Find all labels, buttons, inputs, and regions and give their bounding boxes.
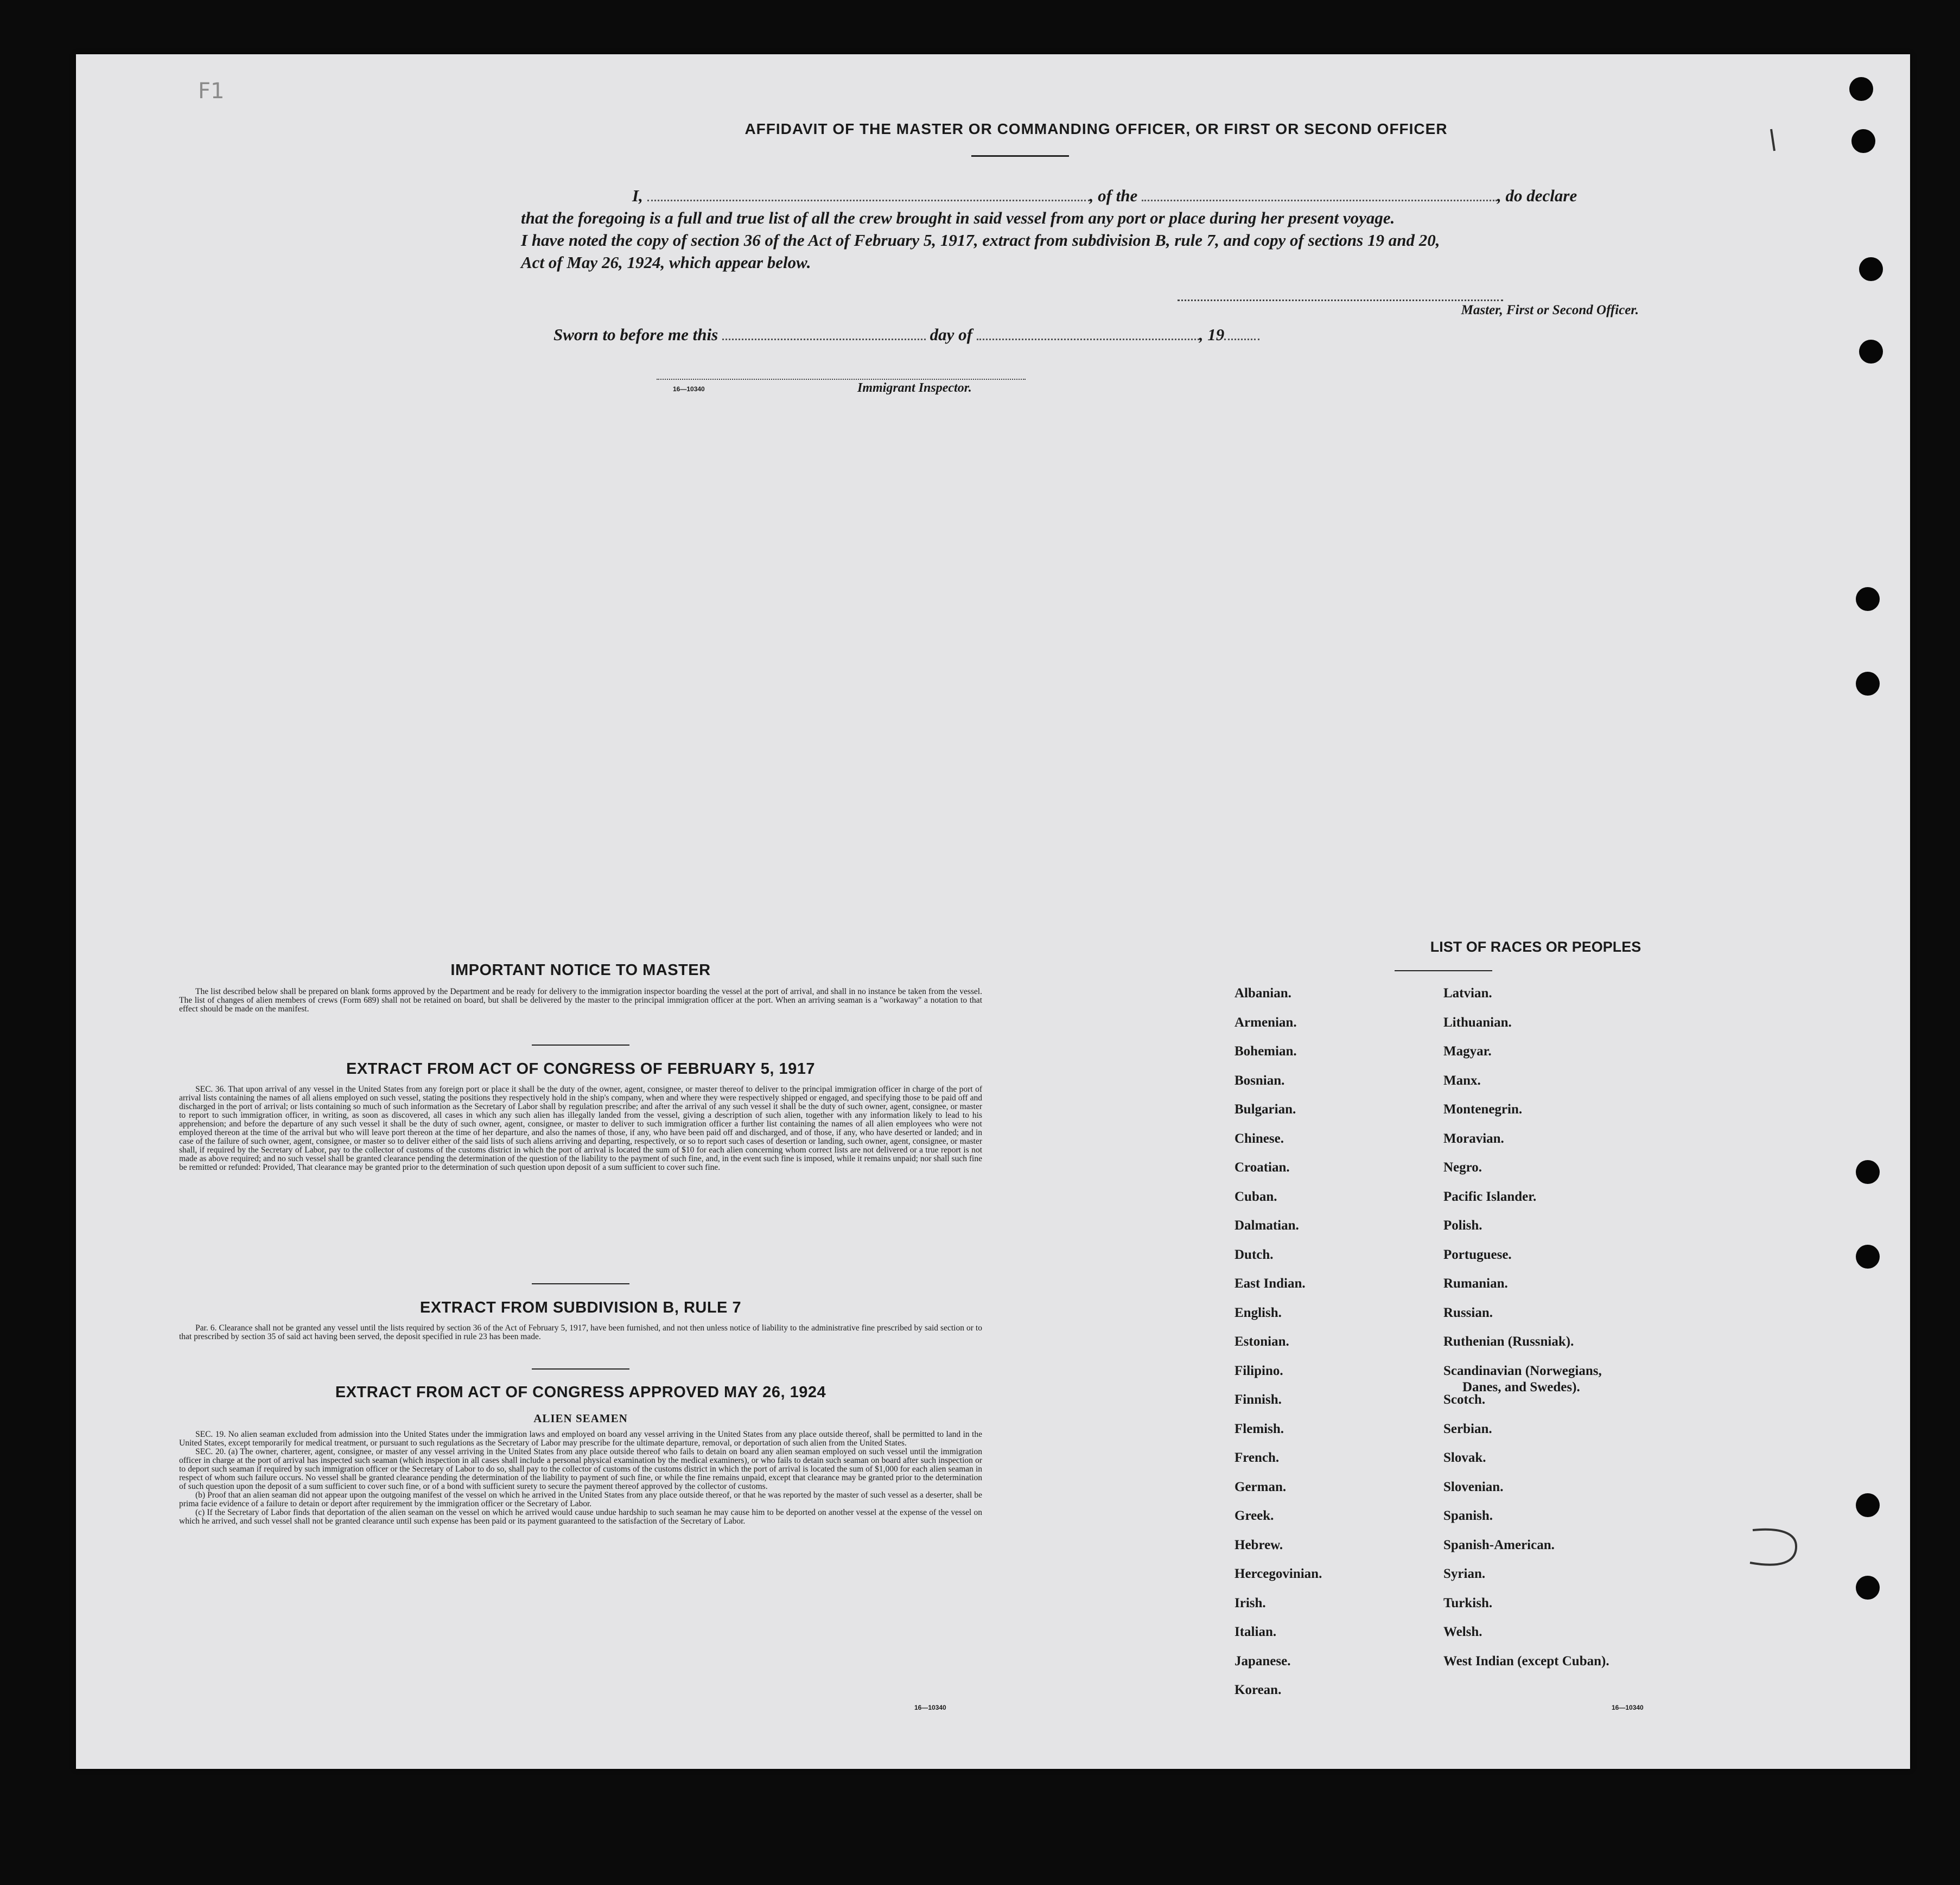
binder-hole	[1856, 1576, 1880, 1600]
declaration-line-2: that the foregoing is a full and true list of all the crew brought in said vessel from any port or place during her present voyage.	[521, 208, 1395, 227]
pencil-bracket-mark	[1747, 1519, 1812, 1584]
binder-hole	[1859, 340, 1883, 364]
race-item: Portuguese.	[1443, 1247, 1512, 1262]
race-item: Bosnian.	[1234, 1073, 1285, 1088]
sworn-year-prefix: , 19	[1199, 325, 1225, 344]
sworn-day-blank[interactable]	[722, 324, 926, 340]
notice-divider	[532, 1045, 629, 1046]
form-number-top: 16—10340	[673, 385, 705, 393]
form-sheet	[76, 54, 1910, 1769]
sec20b-body: (b) Proof that an alien seaman did not appear upon the outgoing manifest of the vessel on which he arrived in the United States from any place outside thereof, or that he was reported by the master of such vessel as a deserter, shall be prima facie evidence of a failure to detain or deport after requirement by the immigration officer or the Secretary of Labor.	[179, 1491, 982, 1508]
race-item: Filipino.	[1234, 1363, 1283, 1378]
race-item: Bohemian.	[1234, 1044, 1297, 1059]
race-item: Scandinavian (Norwegians,	[1443, 1363, 1602, 1378]
race-item: English.	[1234, 1305, 1282, 1320]
race-item: Dutch.	[1234, 1247, 1274, 1262]
form-number-races: 16—10340	[1612, 1704, 1644, 1711]
race-item: Slovenian.	[1443, 1479, 1504, 1494]
sworn-line	[553, 324, 1259, 345]
corner-pencil-mark: F1	[198, 79, 225, 104]
binder-hole	[1859, 257, 1883, 281]
race-item: Korean.	[1234, 1683, 1282, 1697]
sworn-label: Sworn to before me this	[553, 325, 718, 344]
race-item: Moravian.	[1443, 1131, 1504, 1146]
binder-hole	[1856, 1493, 1880, 1517]
pencil-tick-mark	[1764, 125, 1785, 157]
sec19-paragraph	[179, 1430, 982, 1448]
race-item: Negro.	[1443, 1160, 1482, 1175]
race-item: Latvian.	[1443, 986, 1492, 1001]
race-item: Montenegrin.	[1443, 1102, 1523, 1117]
race-item: Armenian.	[1234, 1015, 1297, 1030]
sec20b-paragraph	[179, 1491, 982, 1508]
race-item: East Indian.	[1234, 1276, 1306, 1291]
binder-hole	[1851, 129, 1875, 153]
alien-seamen-subtitle: ALIEN SEAMEN	[533, 1412, 628, 1425]
master-signature-label: Master, First or Second Officer.	[1461, 303, 1639, 317]
inspector-label: Immigrant Inspector.	[857, 381, 972, 395]
master-signature-line[interactable]	[1178, 300, 1503, 301]
races-title: LIST OF RACES OR PEOPLES	[1430, 939, 1641, 955]
extract-1917-text	[179, 1085, 982, 1172]
binder-hole	[1856, 1160, 1880, 1184]
race-item: Spanish.	[1443, 1508, 1493, 1523]
race-item: Croatian.	[1234, 1160, 1290, 1175]
race-item: Hebrew.	[1234, 1537, 1283, 1552]
race-item: Russian.	[1443, 1305, 1493, 1320]
race-item: Cuban.	[1234, 1189, 1277, 1204]
race-item: German.	[1234, 1479, 1287, 1494]
race-item: West Indian (except Cuban).	[1443, 1653, 1609, 1669]
declaration-line-1	[521, 184, 1628, 207]
notice-title: IMPORTANT NOTICE TO MASTER	[450, 961, 711, 979]
binder-hole	[1856, 1245, 1880, 1269]
extract-1917-title: EXTRACT FROM ACT OF CONGRESS OF FEBRUARY 5, 1917	[346, 1060, 816, 1078]
notice-text	[179, 988, 982, 1014]
race-item: Ruthenian (Russniak).	[1443, 1334, 1574, 1349]
name-blank[interactable]	[647, 186, 1090, 201]
vessel-blank[interactable]	[1142, 186, 1497, 201]
binder-hole	[1849, 77, 1873, 101]
race-item: Dalmatian.	[1234, 1218, 1299, 1233]
declaration-line-3: I have noted the copy of section 36 of the Act of February 5, 1917, extract from subdivision B, rule 7, and copy of sections 19 and 20,	[521, 231, 1440, 250]
race-item: Spanish-American.	[1443, 1537, 1555, 1552]
race-item: Syrian.	[1443, 1566, 1486, 1581]
subdivision-b-divider	[532, 1368, 629, 1370]
subdivision-b-title: EXTRACT FROM SUBDIVISION B, RULE 7	[419, 1299, 742, 1316]
subdivision-b-text	[179, 1324, 982, 1341]
race-item: Welsh.	[1443, 1625, 1482, 1639]
races-divider	[1395, 970, 1492, 971]
declaration-do-declare: , do declare	[1497, 186, 1577, 205]
race-item: Flemish.	[1234, 1421, 1284, 1436]
race-item: Estonian.	[1234, 1334, 1289, 1349]
form-number-left: 16—10340	[914, 1704, 946, 1711]
sec19-body: SEC. 19. No alien seaman excluded from admission into the United States under the immigration laws and employed on board any vessel arriving in the United States from any place outside thereof, shall be permitted to land in the United States, except temporarily for medical treatment, or pursuant to such regulations as the Secretary of Labor may prescribe for the ultimate departure, removal, or deportation of such alien from the United States.	[179, 1430, 982, 1448]
race-item: Bulgarian.	[1234, 1102, 1296, 1117]
race-item: Serbian.	[1443, 1421, 1492, 1436]
sec20a-body: SEC. 20. (a) The owner, charterer, agent, consignee, or master of any vessel arriving in the United States from any place outside thereof who fails to detain on board any alien seaman employed on such vessel until the immigration officer in charge at the port of arrival has inspected such seaman (which inspection in all cases shall include a personal physical examination by the medical examiners), or who fails to detain such seaman on board after such inspection or to deport such seaman if required by such immigration officer or the Secretary of Labor to do so, shall pay to the collector of customs of the customs district in which the port of arrival is located the sum of $1,000 for each alien seaman in respect of whom such failure occurs. No vessel shall be granted clearance pending the determination of the liability to payment of such fine, or while the fine remains unpaid, except that clearance may be granted prior to the determination of such question upon the deposit of a sum sufficient to cover such fine, or of a bond with sufficient surety to secure the payment thereof approved by the collector of customs.	[179, 1447, 982, 1491]
race-item: Danes, and Swedes).	[1462, 1379, 1580, 1394]
race-item: Greek.	[1234, 1508, 1274, 1523]
declaration-line-4: Act of May 26, 1924, which appear below.	[521, 253, 811, 272]
race-item: Albanian.	[1234, 986, 1291, 1001]
title-underline	[971, 155, 1069, 157]
affidavit-title: AFFIDAVIT OF THE MASTER OR COMMANDING OFFICER, OR FIRST OR SECOND OFFICER	[744, 120, 1448, 137]
race-item: Scotch.	[1443, 1392, 1486, 1407]
race-item: French.	[1234, 1450, 1280, 1465]
notice-body: The list described below shall be prepared on blank forms approved by the Department and be ready for delivery to the immigration inspector boarding the vessel at the port of arrival, and shall in no instance be taken from the vessel. The list of changes of alien members of crews (Form 689) shall not be retained on board, but shall be delivered by the master to the principal immigration officer at the port. When an arriving seaman is a "workaway" a notation to that effect should be made on the manifest.	[179, 987, 982, 1014]
declaration-of-the: , of the	[1089, 186, 1138, 205]
subdivision-b-body: Par. 6. Clearance shall not be granted any vessel until the lists required by section 36 of the Act of February 5, 1917, have been furnished, and not then unless notice of liability to the administrative fine prescribed by said section or to that prescribed by section 35 of said act having been served, the deposit specified in rule 23 has been made.	[179, 1323, 982, 1341]
race-item: Manx.	[1443, 1073, 1481, 1088]
race-item: Rumanian.	[1443, 1276, 1508, 1291]
extract-1924-title: EXTRACT FROM ACT OF CONGRESS APPROVED MAY 26, 1924	[335, 1384, 826, 1401]
sworn-month-blank[interactable]	[977, 324, 1199, 340]
sec20a-paragraph	[179, 1448, 982, 1491]
race-item: Chinese.	[1234, 1131, 1284, 1146]
race-item: Finnish.	[1234, 1392, 1282, 1407]
race-item: Hercegovinian.	[1234, 1566, 1322, 1581]
extract-1917-divider	[532, 1283, 629, 1284]
race-item: Magyar.	[1443, 1044, 1492, 1059]
inspector-signature-line[interactable]	[657, 379, 1026, 380]
race-item: Irish.	[1234, 1595, 1266, 1610]
sworn-year-blank[interactable]	[1224, 324, 1259, 340]
binder-hole	[1856, 587, 1880, 611]
declaration-text	[521, 184, 1628, 273]
race-item: Italian.	[1234, 1625, 1277, 1639]
race-item: Polish.	[1443, 1218, 1482, 1233]
declaration-i: I,	[632, 186, 643, 205]
sec20c-paragraph	[179, 1508, 982, 1526]
race-item: Japanese.	[1234, 1653, 1291, 1669]
race-item: Slovak.	[1443, 1450, 1486, 1465]
sec20c-body: (c) If the Secretary of Labor finds that deportation of the alien seaman on the vessel on which he arrived would cause undue hardship to such seaman he may cause him to be deported on another vessel at the expense of the vessel on which he arrived, and such vessel shall not be granted clearance until such expense has been paid or its payment guaranteed to the satisfaction of the Secretary of Labor.	[179, 1508, 982, 1526]
extract-1917-body: SEC. 36. That upon arrival of any vessel in the United States from any foreign port or place it shall be the duty of the owner, agent, consignee, or master thereof to deliver to the principal immigration officer in charge of the port of arrival lists containing the names of all aliens employed on such vessel, stating the positions they respectively hold in the ship's company, when and where they were respectively shipped or engaged, and specifying those to be paid off and discharged in the port of arrival; or lists containing so much of such information as the Secretary of Labor shall by regulation prescribe; and after the arrival of any such vessel it shall be the duty of such owner, agent, consignee, or master to report to such immigration officer, in writing, as soon as discovered, all cases in which any such alien has illegally landed from the vessel, giving a description of such alien, together with any information likely to lead to his apprehension; and before the departure of any such vessel it shall be the duty of such owner, agent, consignee, or master to deliver to such immigration officer a further list containing the names of all alien employees who were not employed thereon at the time of the arrival but who will leave port thereon at the time of her departure, and also the names of those, if any, who have been paid off and discharged, and of those, if any, who have deserted or landed; and in case of the failure of such owner, agent, consignee, or master so to deliver either of the said lists of such aliens arriving and departing, respectively, or so to report such cases of desertion or landing, such owner, agent, consignee, or master shall, if required by the Secretary of Labor, pay to the collector of customs of the customs district in which the port of arrival is located the sum of $10 for each alien concerning whom correct lists are not delivered or a true report is not made as above required; and no such vessel shall be granted clearance pending the determination of the question of the liability to the payment of such fine, and, in the event such fine is imposed, while it remains unpaid; nor shall such fine be remitted or refunded: Provided, That clearance may be granted prior to the determination of such question upon deposit of a sum sufficient to cover such fine.	[179, 1085, 982, 1172]
binder-hole	[1856, 672, 1880, 696]
sworn-day-of: day of	[930, 325, 972, 344]
race-item: Lithuanian.	[1443, 1015, 1512, 1030]
race-item: Pacific Islander.	[1443, 1189, 1537, 1204]
race-item: Turkish.	[1443, 1595, 1493, 1610]
extract-1924-text	[179, 1430, 982, 1526]
